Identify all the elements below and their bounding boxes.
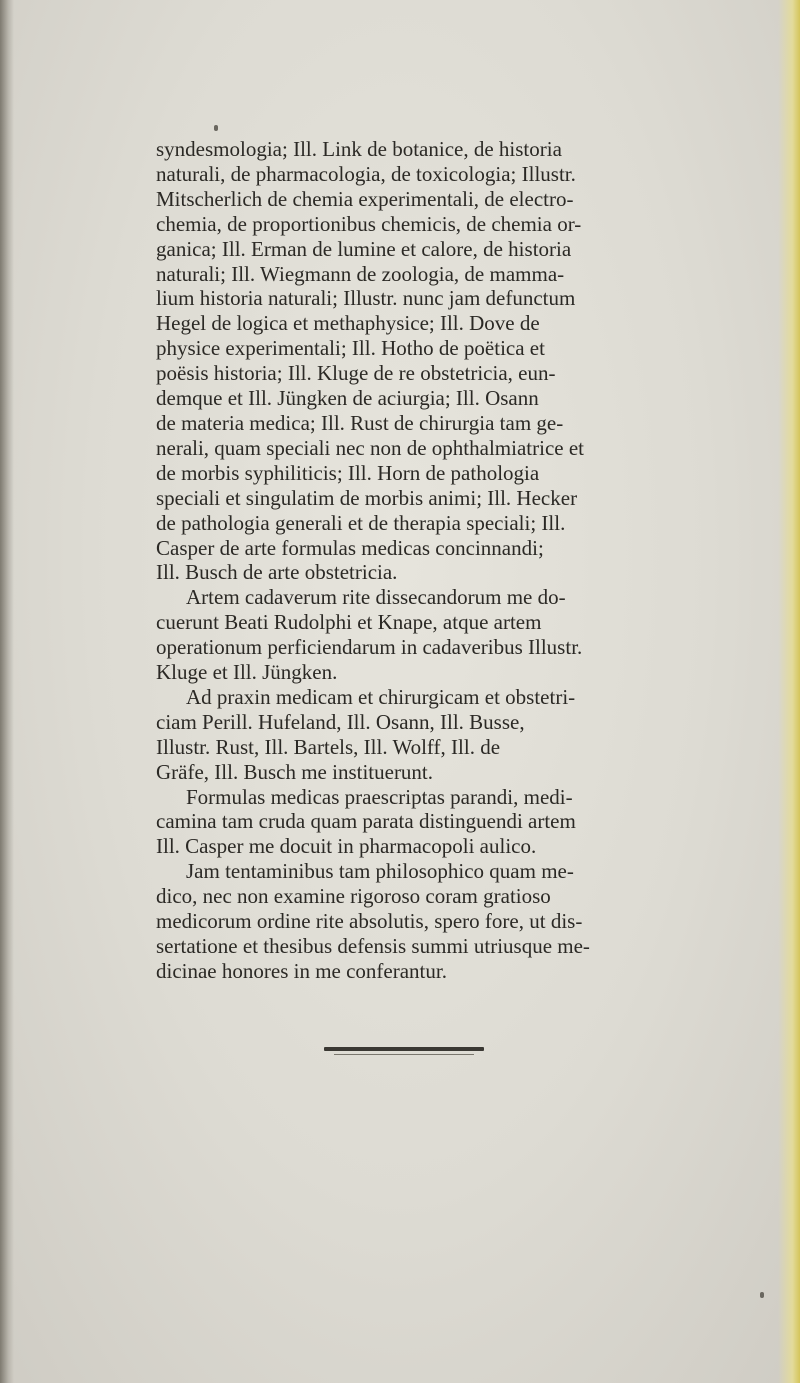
section-divider-rule xyxy=(324,1047,484,1051)
text-line: syndesmologia; Ill. Link de botanice, de historia xyxy=(156,137,562,161)
text-line: lium historia naturali; Illustr. nunc jam defunctum xyxy=(156,286,576,311)
text-line: poësis historia; Ill. Kluge de re obstetricia, eun- xyxy=(156,361,556,386)
text-line: sertatione et thesibus defensis summi utriusque me- xyxy=(156,934,590,958)
text-line: de pathologia generali et de therapia speciali; Ill. xyxy=(156,510,566,535)
section-divider-rule-thin xyxy=(334,1054,474,1055)
text-line: medicorum ordine rite absolutis, spero fore, ut dis- xyxy=(156,909,583,934)
text-line: cuerunt Beati Rudolphi et Knape, atque artem xyxy=(156,610,542,635)
text-line: dico, nec non examine rigoroso coram gratioso xyxy=(156,884,551,909)
text-line: Ad praxin medicam et chirurgicam et obstetri- xyxy=(186,684,576,709)
text-line: Ill. Casper me docuit in pharmacopoli aulico. xyxy=(156,834,537,859)
text-line: Gräfe, Ill. Busch me instituerunt. xyxy=(156,759,434,784)
ink-speck xyxy=(214,125,218,131)
text-line: operationum perficiendarum in cadaveribus Illustr. xyxy=(156,635,583,660)
text-line: Mitscherlich de chemia experimentali, de electro- xyxy=(156,186,574,211)
page-left-edge xyxy=(0,0,14,1383)
latin-text-body xyxy=(156,137,656,984)
text-line: de materia medica; Ill. Rust de chirurgia tam ge- xyxy=(156,410,564,435)
text-line: Ill. Busch de arte obstetricia. xyxy=(156,560,398,585)
text-line: Kluge et Ill. Jüngken. xyxy=(156,660,338,685)
ink-speck xyxy=(760,1292,764,1298)
text-line: camina tam cruda quam parata distinguendi artem xyxy=(156,809,576,834)
text-line: demque et Ill. Jüngken de aciurgia; Ill. Osann xyxy=(156,386,539,411)
text-line: Casper de arte formulas medicas concinnandi; xyxy=(156,535,544,560)
text-line: physice experimentali; Ill. Hotho de poëtica et xyxy=(156,336,545,361)
text-line: nerali, quam speciali nec non de ophthalmiatrice et xyxy=(156,435,584,460)
text-line: dicinae honores in me conferantur. xyxy=(156,958,447,983)
text-line: ciam Perill. Hufeland, Ill. Osann, Ill. Busse, xyxy=(156,709,525,734)
text-line: ganica; Ill. Erman de lumine et calore, de historia xyxy=(156,236,572,261)
text-line: Hegel de logica et methaphysice; Ill. Dove de xyxy=(156,311,540,336)
text-line: naturali; Ill. Wiegmann de zoologia, de mamma- xyxy=(156,261,565,286)
text-line: Illustr. Rust, Ill. Bartels, Ill. Wolff, Ill. de xyxy=(156,734,501,759)
text-line: de morbis syphiliticis; Ill. Horn de pathologia xyxy=(156,460,540,485)
text-line: naturali, de pharmacologia, de toxicologia; Illustr. xyxy=(156,161,576,186)
text-line: Jam tentaminibus tam philosophico quam me- xyxy=(186,859,574,884)
text-line: speciali et singulatim de morbis animi; Ill. Hecker xyxy=(156,485,578,510)
text-line: Formulas medicas praescriptas parandi, medi- xyxy=(186,784,573,809)
page-right-edge xyxy=(778,0,800,1383)
text-line: chemia, de proportionibus chemicis, de chemia or- xyxy=(156,211,582,236)
text-line: Artem cadaverum rite dissecandorum me do- xyxy=(186,585,566,610)
